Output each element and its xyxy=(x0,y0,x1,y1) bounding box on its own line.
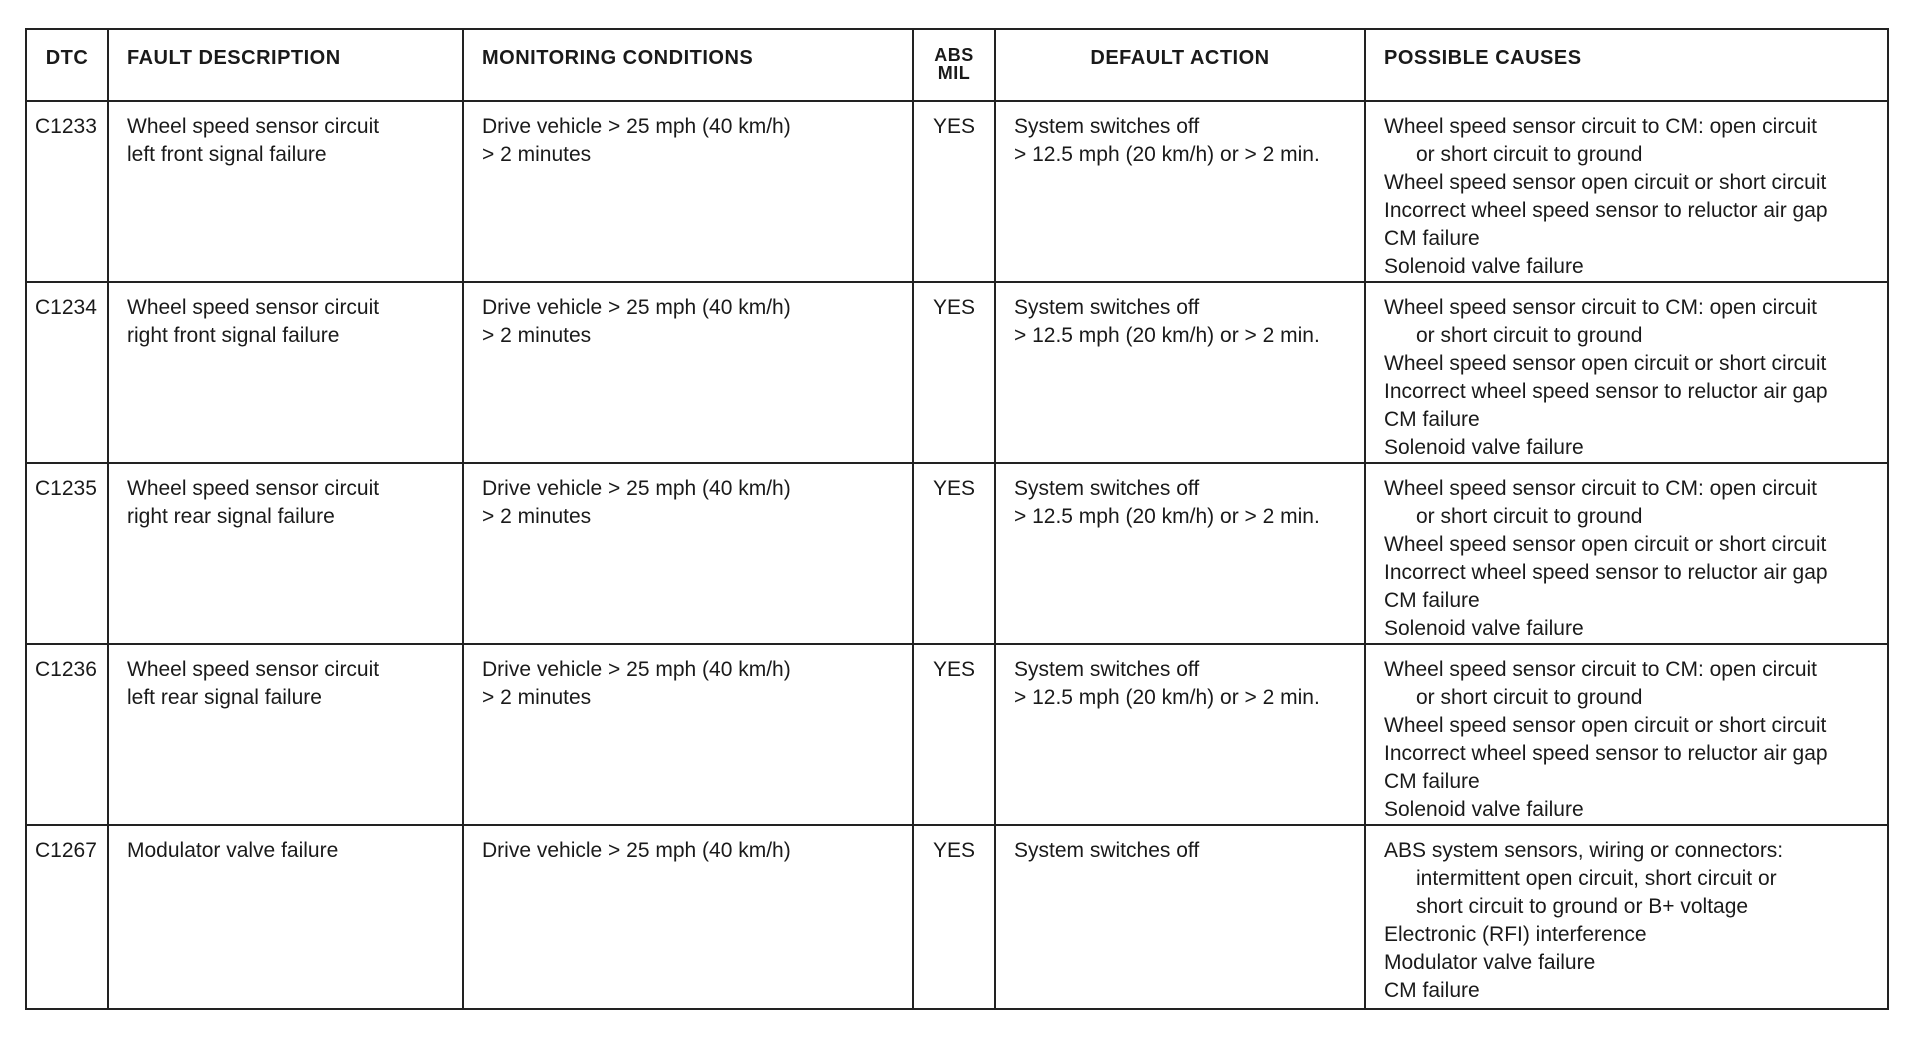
fault-description-line: Wheel speed sensor circuit xyxy=(127,477,380,500)
cause-line: Solenoid valve failure xyxy=(1384,617,1584,640)
default-action-line: System switches off xyxy=(1014,658,1200,681)
fault-description-line: Wheel speed sensor circuit xyxy=(127,296,380,319)
cause-line: Wheel speed sensor open circuit or short circuit xyxy=(1384,352,1827,375)
possible-causes-cell xyxy=(1365,282,1888,463)
header-default-action: DEFAULT ACTION xyxy=(995,29,1365,101)
dtc-code-cell: C1234 xyxy=(26,282,108,463)
monitoring-line: > 2 minutes xyxy=(482,143,592,166)
cause-line: Incorrect wheel speed sensor to reluctor air gap xyxy=(1384,380,1828,403)
abs-mil-cell: YES xyxy=(913,101,995,282)
cause-line: CM failure xyxy=(1384,227,1480,250)
cause-line: Solenoid valve failure xyxy=(1384,798,1584,821)
default-action-line: System switches off xyxy=(1014,115,1200,138)
monitoring-conditions-cell xyxy=(463,282,913,463)
cause-line: Modulator valve failure xyxy=(1384,951,1596,974)
cause-line: CM failure xyxy=(1384,408,1480,431)
header-fault-description: FAULT DESCRIPTION xyxy=(108,29,463,101)
monitoring-line: Drive vehicle > 25 mph (40 km/h) xyxy=(482,115,791,138)
cause-line: intermittent open circuit, short circuit or xyxy=(1416,867,1777,890)
possible-causes-cell xyxy=(1365,825,1888,1009)
default-action-cell xyxy=(995,282,1365,463)
possible-causes-cell xyxy=(1365,463,1888,644)
fault-description-cell xyxy=(108,825,463,1009)
cause-line: ABS system sensors, wiring or connectors: xyxy=(1384,839,1784,862)
dtc-code-cell: C1235 xyxy=(26,463,108,644)
cause-line: or short circuit to ground xyxy=(1416,324,1643,347)
monitoring-line: Drive vehicle > 25 mph (40 km/h) xyxy=(482,658,791,681)
monitoring-line: Drive vehicle > 25 mph (40 km/h) xyxy=(482,296,791,319)
cause-line: Wheel speed sensor open circuit or short circuit xyxy=(1384,714,1827,737)
default-action-line: > 12.5 mph (20 km/h) or > 2 min. xyxy=(1014,143,1320,166)
default-action-line: > 12.5 mph (20 km/h) or > 2 min. xyxy=(1014,686,1320,709)
table-row xyxy=(26,463,1888,644)
cause-line: Electronic (RFI) interference xyxy=(1384,923,1647,946)
cause-line: Wheel speed sensor circuit to CM: open circuit xyxy=(1384,477,1818,500)
table-header xyxy=(26,29,1888,101)
fault-description-cell xyxy=(108,282,463,463)
cause-line: or short circuit to ground xyxy=(1416,686,1643,709)
monitoring-line: Drive vehicle > 25 mph (40 km/h) xyxy=(482,477,791,500)
cause-line: CM failure xyxy=(1384,589,1480,612)
dtc-table xyxy=(25,28,1889,1010)
table-body xyxy=(26,101,1888,1009)
default-action-line: System switches off xyxy=(1014,296,1200,319)
cause-line: Wheel speed sensor open circuit or short circuit xyxy=(1384,533,1827,556)
possible-causes-cell xyxy=(1365,101,1888,282)
fault-description-line: right front signal failure xyxy=(127,324,340,347)
cause-line: or short circuit to ground xyxy=(1416,143,1643,166)
abs-mil-cell: YES xyxy=(913,282,995,463)
monitoring-line: > 2 minutes xyxy=(482,686,592,709)
cause-line: Incorrect wheel speed sensor to reluctor air gap xyxy=(1384,199,1828,222)
dtc-code-cell: C1267 xyxy=(26,825,108,1009)
default-action-cell xyxy=(995,463,1365,644)
fault-description-cell xyxy=(108,463,463,644)
monitoring-conditions-cell xyxy=(463,644,913,825)
abs-mil-cell: YES xyxy=(913,644,995,825)
possible-causes-cell xyxy=(1365,644,1888,825)
monitoring-conditions-cell xyxy=(463,825,913,1009)
cause-line: Wheel speed sensor circuit to CM: open circuit xyxy=(1384,296,1818,319)
header-abs-label: ABS xyxy=(934,45,974,65)
abs-mil-cell: YES xyxy=(913,825,995,1009)
default-action-line: > 12.5 mph (20 km/h) or > 2 min. xyxy=(1014,505,1320,528)
table-row xyxy=(26,825,1888,1009)
default-action-line: > 12.5 mph (20 km/h) or > 2 min. xyxy=(1014,324,1320,347)
cause-line: CM failure xyxy=(1384,770,1480,793)
dtc-code-cell: C1233 xyxy=(26,101,108,282)
fault-description-line: right rear signal failure xyxy=(127,505,335,528)
cause-line: Wheel speed sensor circuit to CM: open circuit xyxy=(1384,658,1818,681)
cause-line: Incorrect wheel speed sensor to reluctor air gap xyxy=(1384,742,1828,765)
monitoring-line: Drive vehicle > 25 mph (40 km/h) xyxy=(482,839,791,862)
cause-line: short circuit to ground or B+ voltage xyxy=(1416,895,1749,918)
table-row xyxy=(26,282,1888,463)
header-mil-label: MIL xyxy=(937,63,971,83)
table-row xyxy=(26,644,1888,825)
fault-description-line: Wheel speed sensor circuit xyxy=(127,658,380,681)
cause-line: Solenoid valve failure xyxy=(1384,436,1584,459)
fault-description-line: left rear signal failure xyxy=(127,686,322,709)
default-action-cell xyxy=(995,644,1365,825)
default-action-cell xyxy=(995,101,1365,282)
cause-line: Incorrect wheel speed sensor to reluctor air gap xyxy=(1384,561,1828,584)
cause-line: or short circuit to ground xyxy=(1416,505,1643,528)
table-row xyxy=(26,101,1888,282)
header-row xyxy=(26,29,1888,101)
fault-description-line: Wheel speed sensor circuit xyxy=(127,115,380,138)
default-action-line: System switches off xyxy=(1014,477,1200,500)
header-monitoring-conditions: MONITORING CONDITIONS xyxy=(463,29,913,101)
header-abs-mil xyxy=(913,29,995,101)
cause-line: Solenoid valve failure xyxy=(1384,255,1584,278)
fault-description-cell xyxy=(108,101,463,282)
fault-description-line: Modulator valve failure xyxy=(127,839,339,862)
header-possible-causes: POSSIBLE CAUSES xyxy=(1365,29,1888,101)
header-dtc: DTC xyxy=(26,29,108,101)
fault-description-cell xyxy=(108,644,463,825)
monitoring-line: > 2 minutes xyxy=(482,324,592,347)
default-action-cell xyxy=(995,825,1365,1009)
cause-line: CM failure xyxy=(1384,979,1480,1002)
monitoring-conditions-cell xyxy=(463,463,913,644)
fault-description-line: left front signal failure xyxy=(127,143,327,166)
dtc-code-cell: C1236 xyxy=(26,644,108,825)
monitoring-line: > 2 minutes xyxy=(482,505,592,528)
default-action-line: System switches off xyxy=(1014,839,1200,862)
monitoring-conditions-cell xyxy=(463,101,913,282)
cause-line: Wheel speed sensor open circuit or short circuit xyxy=(1384,171,1827,194)
cause-line: Wheel speed sensor circuit to CM: open circuit xyxy=(1384,115,1818,138)
abs-mil-cell: YES xyxy=(913,463,995,644)
